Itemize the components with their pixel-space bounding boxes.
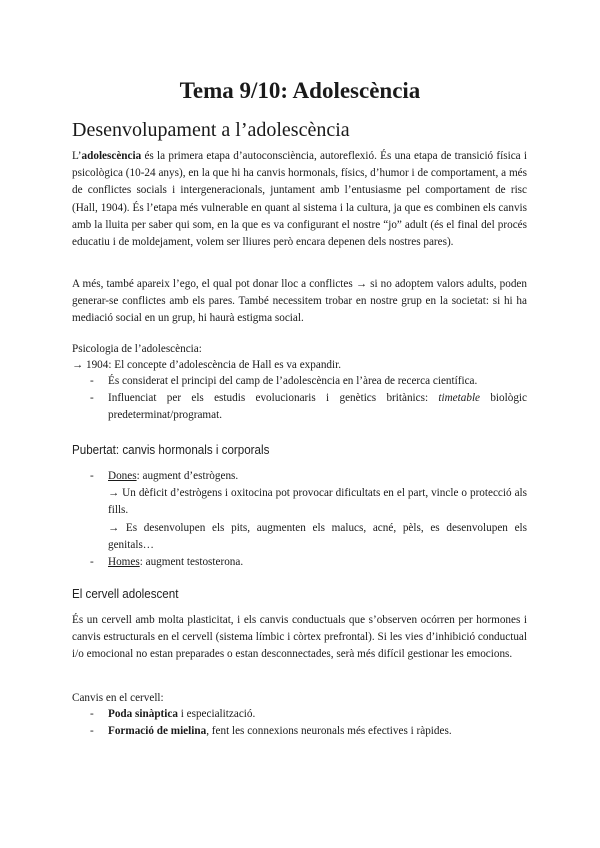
psychology-arrow-line: → 1904: El concepte d’adolescència de Hall es va expandir. [72, 359, 342, 371]
paragraph-prefix: L’ [72, 150, 82, 162]
dash-marker: - [90, 725, 94, 738]
term-adolescence: adolescència [81, 150, 142, 162]
dash-marker: - [90, 556, 94, 569]
paragraph-body: és la primera etapa d’autoconsciència, autoreflexió. És una etapa de transició física i psicològica (10-24 anys), en la que hi ha canvis hormonals, físics, d’humor i de comportament, a més de conflictes socials i intergeneracionals, juntament amb l’entusiasme pel comportament de risc (Hall, 1904). És l’etapa més vulnerable en quant al sistema i la cultura, ja que es combinen els canvis amb la lluita per saber qui som, en la que es va configurant el nostre “jo” adult (és el final del procés educatiu i de moldejament, volem ser lliures però encara depenen dels nostres pares). [72, 150, 527, 249]
brain-changes-list [72, 706, 527, 740]
page-title: Tema 9/10: Adolescència [179, 78, 421, 103]
list-item [72, 706, 527, 723]
sub-item: → Es desenvolupen els pits, augmenten els malucs, acné, pèls, es desenvolupen els genitals… [108, 521, 527, 551]
list-item-text: Influenciat per els estudis evolucionaris i genètics britànics: [108, 392, 439, 405]
psychology-list [72, 373, 527, 425]
list-item-text: És considerat el principi del camp de l’adolescència en l’àrea de recerca científica. [108, 375, 478, 387]
paragraph-brain: És un cervell amb molta plasticitat, i els canvis conductuals que s’observen ocórren per hormones i canvis estructurals en el cervell (sistema límbic i còrtex prefrontal). Si les vies d’inhibició conductual i/o emocional no estan preparades o estan desconnectades, serà més difícil gestionar les emocions. [72, 614, 527, 661]
dash-marker: - [90, 470, 94, 482]
section-heading-brain: El cervell adolescent [72, 586, 179, 601]
label-men: Homes [108, 556, 140, 569]
dash-marker: - [90, 708, 94, 720]
list-item [72, 554, 527, 571]
section-heading-development: Desenvolupament a l’adolescència [72, 119, 350, 141]
section-heading-puberty: Pubertat: canvis hormonals i corporals [72, 442, 270, 457]
list-item-text-end: biològic predeterminat/programat. [108, 392, 528, 422]
list-item [72, 468, 527, 554]
psychology-label: Psicologia de l’adolescència: [72, 343, 202, 355]
list-item-text: : augment d’estrògens. [136, 470, 239, 482]
list-item-text: : augment testosterona. [139, 556, 244, 569]
list-item [72, 723, 527, 740]
dash-marker: - [90, 375, 94, 387]
paragraph-ego-conflicts: A més, també apareix l’ego, el qual pot donar lloc a conflictes → si no adoptem valors adults, poden generar-se conflictes amb els pares. També necessitem trobar en nostre grup en la societat: si hi ha mediació social en un grup, hi haurà estigma social. [72, 278, 527, 325]
list-item-text: , fent les connexions neuronals més efectives i ràpides. [206, 725, 452, 738]
dash-marker: - [90, 392, 94, 405]
puberty-list [72, 468, 527, 571]
paragraph-adolescence-definition [72, 148, 527, 251]
term-synaptic-pruning: Poda sinàptica [108, 708, 178, 720]
brain-changes-label: Canvis en el cervell: [72, 692, 164, 704]
term-myelination: Formació de mielina [108, 725, 207, 738]
list-item [72, 373, 527, 390]
list-item [72, 390, 527, 424]
label-women: Dones [108, 470, 137, 482]
sub-item: → Un dèficit d’estrògens i oxitocina pot provocar dificultats en el part, vincle o protecció als fills. [108, 487, 527, 517]
term-timetable: timetable [438, 392, 481, 405]
list-item-text: i especialització. [177, 708, 256, 720]
